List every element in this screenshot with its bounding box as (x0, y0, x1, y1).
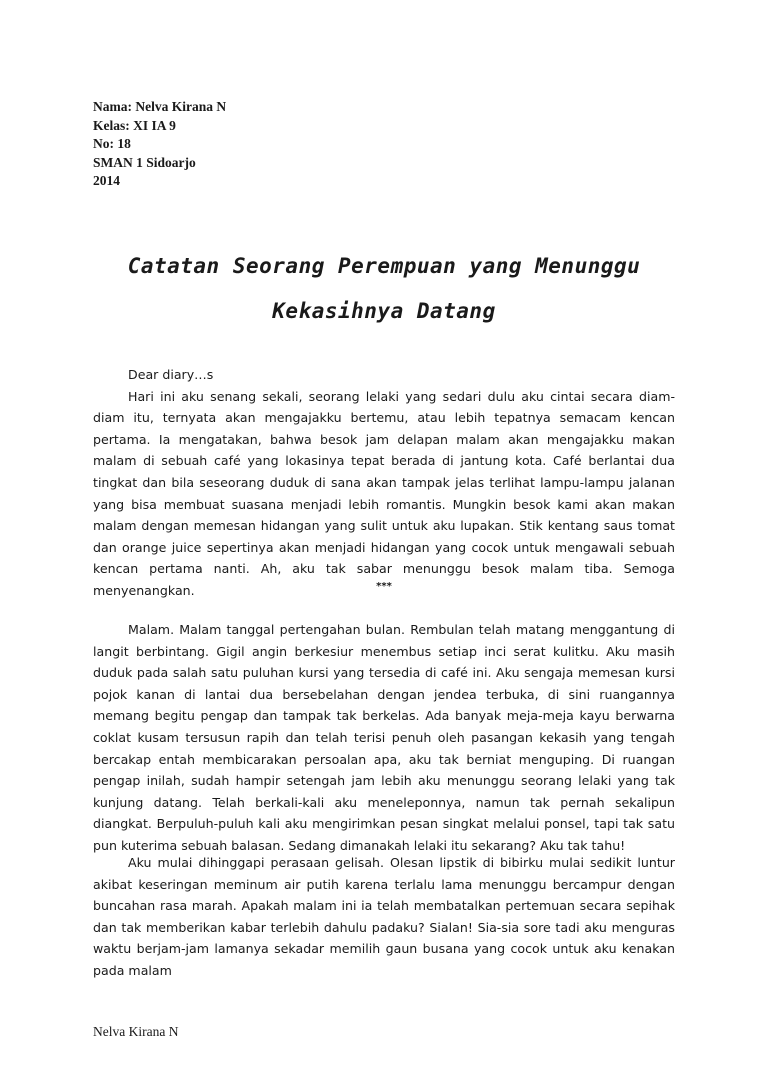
story-paragraph-2 (93, 852, 675, 982)
author-name: Nama: Nelva Kirana N (93, 99, 227, 114)
author-school: SMAN 1 Sidoarjo (93, 154, 196, 170)
author-class: Kelas: XI IA 9 (93, 117, 176, 133)
paragraph-text: Aku mulai dihinggapi perasaan gelisah. Olesan lipstik di bibirku mulai sedikit luntur akibat keseringan meminum air putih karena terlalu lama menunggu bercampur dengan buncahan rasa marah. Apakah malam ini ia telah membatalkan pertemuan secara sepihak dan tak memberikan kabar terlebih dahulu padaku? Sialan! Sia-sia sore tadi aku menguras waktu berjam-jam lamanya sekadar memilih gaun busana yang cocok untuk aku kenakan pada malam (93, 855, 675, 978)
diary-greeting: Dear diary…s (128, 367, 214, 382)
author-number: No: 18 (93, 136, 131, 151)
diary-entry (93, 364, 675, 602)
author-year: 2014 (93, 173, 120, 188)
author-info (93, 98, 226, 191)
diary-paragraph: Hari ini aku senang sekali, seorang lelaki yang sedari dulu aku cintai secara diam-diam itu, ternyata akan mengajakku bertemu, atau lebih tepatnya semacam kencan pertama. Ia mengatakan, bahwa besok jam delapan malam akan mengajakku makan malam di sebuah café yang lokasinya tepat berada di jantung kota. Café berlantai dua tingkat dan bila seseorang duduk di sana akan tampak jelas terlihat lampu-lampu jalanan yang bisa membuat suasana menjadi lebih romantis. Mungkin besok kami akan makan malam dengan memesan hidangan yang sulit untuk aku lupakan. Stik kentang saus tomat dan orange juice sepertinya akan menjadi hidangan yang cocok untuk mengawali sebuah kencan pertama nanti. Ah, aku tak sabar menunggu besok malam tiba. Semoga menyenangkan. (93, 388, 675, 598)
paragraph-text: Malam. Malam tanggal pertengahan bulan. Rembulan telah matang menggantung di langit berbintang. Gigil angin berkesiur menembus setiap inci serat kulitku. Aku masih duduk pada salah satu puluhan kursi yang tersedia di café ini. Aku sengaja memesan kursi pojok kanan di lantai dua bersebelahan dengan jendea terbuka, di sini ruangannya memang begitu pengap dan tampak tak berkelas. Ada banyak meja-meja kayu berwarna coklat kusam tersusun rapih dan telah terisi penuh oleh pasangan kekasih yang tengah bercakap entah membicarakan persoalan apa, aku tak berniat menguping. Di ruangan pengap inilah, sudah hampir setengah jam lebih aku menunggu seorang lelaki yang tak kunjung datang. Telah berkali-kali aku meneleponnya, namun tak pernah sekalipun diangkat. Berpuluh-puluh kali aku mengirimkan pesan singkat melalui ponsel, tapi tak satu pun kuterima sebuah balasan. Sedang dimanakah lelaki itu sekarang? Aku tak tahu! (93, 622, 675, 853)
page-footer: Nelva Kirana N (93, 1024, 179, 1039)
story-title-line-1: Catatan Seorang Perempuan yang Menunggu (127, 254, 641, 278)
story-paragraph-1 (93, 619, 675, 857)
story-title-line-2: Kekasihnya Datang (272, 299, 496, 323)
section-separator: *** (376, 581, 392, 592)
story-title (60, 244, 708, 334)
